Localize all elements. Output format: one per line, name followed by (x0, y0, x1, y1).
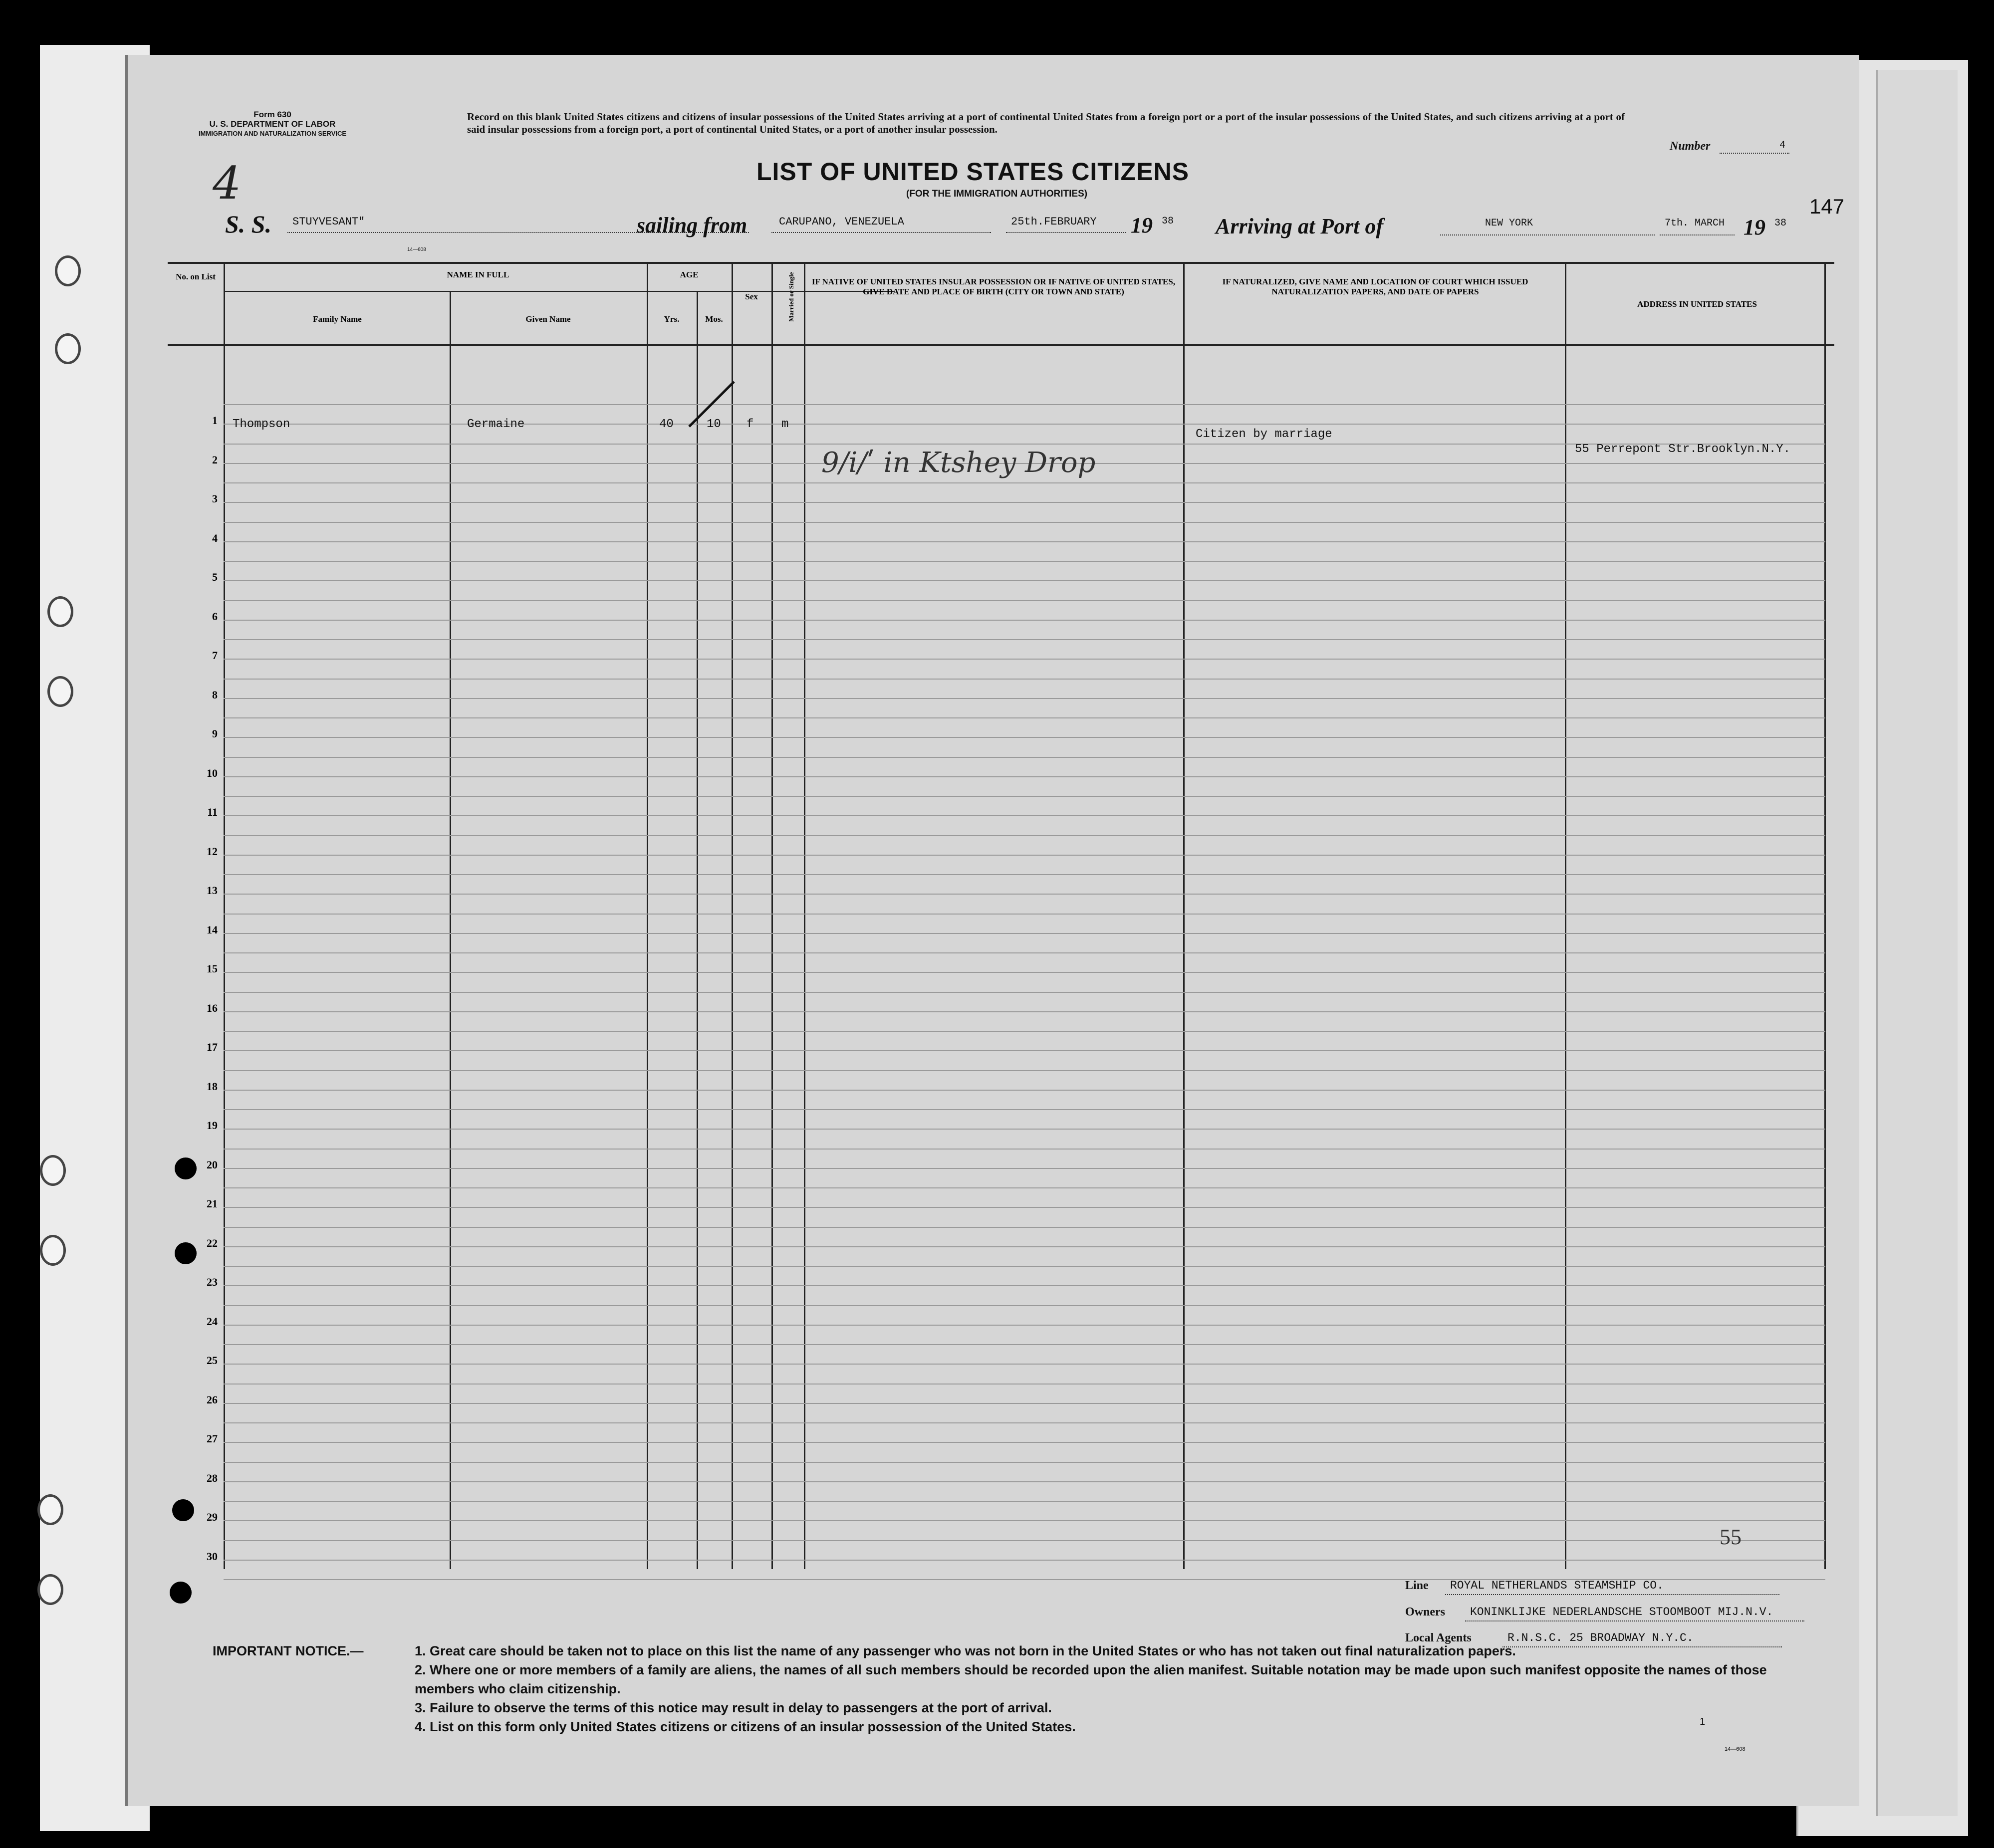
row-number: 22 (207, 1236, 218, 1249)
row-number: 3 (212, 492, 218, 505)
number-underline (1720, 153, 1789, 154)
row-rule (224, 1540, 1825, 1541)
punch-hole (47, 596, 73, 627)
sheet-count: 55 (1720, 1525, 1742, 1549)
row-rule (224, 580, 1825, 581)
number-value: 4 (1779, 140, 1786, 151)
row-rule (224, 952, 1825, 953)
row-number: 4 (212, 531, 218, 544)
row-number: 27 (207, 1432, 218, 1445)
family-name-cell: Thompson (233, 418, 290, 431)
line-label: Line (1405, 1579, 1429, 1592)
row-rule (224, 757, 1825, 758)
row-number: 7 (212, 649, 218, 662)
mos-cell: 10 (707, 418, 721, 431)
row-rule (224, 1384, 1825, 1385)
row-rule (224, 1364, 1825, 1365)
header-yrs: Yrs. (664, 314, 680, 324)
notice-item: 3. Failure to observe the terms of this notice may result in delay to passengers at the port of arrival. (415, 1700, 1052, 1715)
row-rule (224, 933, 1825, 934)
header-name-in-full: NAME IN FULL (447, 270, 509, 279)
row-rule (224, 522, 1825, 523)
row-rule (224, 796, 1825, 797)
row-rule (224, 1305, 1825, 1306)
row-rule (224, 1462, 1825, 1463)
row-rule (224, 1422, 1825, 1423)
row-rule (224, 1344, 1825, 1345)
row-rule (224, 874, 1825, 875)
line-value: ROYAL NETHERLANDS STEAMSHIP CO. (1450, 1579, 1664, 1592)
row-rule (224, 679, 1825, 680)
row-number: 29 (207, 1511, 218, 1523)
row-number: 26 (207, 1393, 218, 1406)
col-divider (1565, 262, 1566, 1569)
row-rule (224, 1090, 1825, 1091)
birth-handwritten-cell: 9/i/ʹ in Ktshey Drop (821, 447, 1096, 479)
row-rule (224, 620, 1825, 621)
row-rule (224, 992, 1825, 993)
row-rule (224, 1246, 1825, 1247)
punch-hole (40, 1235, 66, 1266)
row-rule (224, 424, 1825, 425)
row-rule (224, 815, 1825, 816)
header-naturalized: IF NATURALIZED, GIVE NAME AND LOCATION OF COURT WHICH ISSUED NATURALIZATION PAPERS, AND DATE OF PAPERS (1222, 277, 1528, 296)
row-rule (224, 1207, 1825, 1208)
form-number: Form 630 (253, 110, 291, 119)
row-rule (224, 1149, 1825, 1150)
row-number: 19 (207, 1119, 218, 1132)
form-id-block (193, 110, 352, 138)
row-rule (224, 1168, 1825, 1169)
binder-dot (172, 1499, 194, 1521)
row-number: 18 (207, 1080, 218, 1093)
underlying-page-edge (1876, 70, 1958, 1816)
row-number: 21 (207, 1197, 218, 1210)
notice-heading: IMPORTANT NOTICE.— (213, 1643, 364, 1658)
row-rule (224, 1266, 1825, 1267)
row-rule (224, 894, 1825, 895)
notice-list (415, 1641, 1802, 1736)
printer-note: 14—608 (407, 247, 426, 252)
row-number: 2 (212, 453, 218, 466)
header-address: ADDRESS IN UNITED STATES (1637, 299, 1757, 309)
row-number: 11 (207, 806, 218, 818)
row-number: 25 (207, 1354, 218, 1367)
header-age: AGE (680, 270, 699, 279)
row-rule (224, 972, 1825, 973)
row-rule (224, 737, 1825, 738)
row-number: 28 (207, 1471, 218, 1484)
row-number: 1 (212, 414, 218, 427)
row-rule (224, 1050, 1825, 1051)
row-number: 5 (212, 571, 218, 583)
handwritten-mark: 4 (213, 157, 242, 210)
row-rule (224, 717, 1825, 718)
yrs-cell: 40 (659, 418, 674, 431)
col-divider (1824, 262, 1826, 1569)
page-stamp: 147 (1809, 195, 1845, 218)
owners-underline (1465, 1620, 1804, 1621)
punch-hole (47, 676, 73, 707)
row-rule (224, 1481, 1825, 1482)
year-2: 38 (1774, 218, 1787, 229)
header-bottom-rule (168, 344, 1834, 346)
department: U. S. DEPARTMENT OF LABOR (209, 119, 336, 129)
row-rule (224, 914, 1825, 915)
page-subtitle: (FOR THE IMMIGRATION AUTHORITIES) (906, 189, 1088, 199)
row-rule (224, 855, 1825, 856)
col-divider (771, 262, 773, 1569)
year-prefix-1: 19 (1131, 213, 1153, 237)
arriving-date-underline (1660, 234, 1735, 235)
ship-name: STUYVESANT" (292, 216, 365, 228)
notice-item: 2. Where one or more members of a family are aliens, the names of all such members should be recorded upon the alien manifest. Suitable notation may be made upon such manifest opposite the names of those members who claim citizenship. (415, 1662, 1767, 1696)
row-number: 30 (207, 1550, 218, 1563)
agents-label: Local Agents (1405, 1631, 1472, 1644)
manifest-sheet (125, 55, 1859, 1806)
arriving-port: NEW YORK (1485, 218, 1533, 229)
col-divider (647, 262, 648, 1569)
binder-dot (175, 1242, 197, 1264)
punch-hole (37, 1574, 63, 1605)
col-divider (804, 262, 805, 1569)
punch-hole (55, 255, 81, 286)
row-number: 9 (212, 727, 218, 740)
row-rule (224, 659, 1825, 660)
binder-dot (170, 1582, 192, 1604)
line-underline (1445, 1594, 1779, 1595)
service: IMMIGRATION AND NATURALIZATION SERVICE (198, 130, 347, 137)
row-rule (224, 1325, 1825, 1326)
naturalization-cell: Citizen by marriage (1196, 428, 1332, 441)
row-number: 6 (212, 610, 218, 623)
col-divider (732, 262, 733, 1569)
row-rule (224, 600, 1825, 601)
row-rule (224, 1520, 1825, 1521)
row-rule (224, 482, 1825, 483)
row-number: 14 (207, 923, 218, 936)
notice-item: 4. List on this form only United States citizens or citizens of an insular possession of the United States. (415, 1719, 1076, 1734)
sailing-from-underline (771, 232, 991, 233)
header-given-name: Given Name (525, 314, 571, 324)
row-rule (224, 1011, 1825, 1012)
col-divider (224, 262, 225, 1569)
corner-code: 14—608 (1725, 1746, 1745, 1752)
row-number: 12 (207, 845, 218, 858)
col-divider (1183, 262, 1185, 1569)
owners-label: Owners (1405, 1606, 1445, 1618)
arriving-date: 7th. MARCH (1665, 218, 1725, 229)
header-sex: Sex (745, 292, 758, 301)
row-rule (224, 698, 1825, 699)
passenger-table (168, 262, 1834, 1569)
row-rule (224, 1187, 1825, 1188)
sailing-date: 25th.FEBRUARY (1011, 216, 1097, 228)
row-rule (224, 1227, 1825, 1228)
number-label: Number (1670, 140, 1711, 153)
row-rule (224, 639, 1825, 640)
binder-dot (175, 1157, 197, 1179)
row-rule (224, 541, 1825, 542)
header-mos: Mos. (705, 314, 723, 324)
row-rule (224, 561, 1825, 562)
year-prefix-2: 19 (1744, 215, 1765, 239)
row-rule (224, 1560, 1825, 1561)
given-name-cell: Germaine (467, 418, 525, 431)
punch-hole (37, 1494, 63, 1525)
row-number: 13 (207, 884, 218, 897)
header-native: IF NATIVE OF UNITED STATES INSULAR POSSESSION OR IF NATIVE OF UNITED STATES, GIVE DATE AND PLACE OF BIRTH (CITY OR TOWN AND STATE) (811, 277, 1176, 296)
punch-hole (40, 1155, 66, 1186)
row-number: 23 (207, 1276, 218, 1288)
year-1: 38 (1162, 216, 1174, 227)
notice-item: 1. Great care should be taken not to place on this list the name of any passenger who was not born in the United States or who has not taken out final naturalization papers. (415, 1643, 1516, 1658)
sailing-from-label: sailing from (637, 213, 748, 237)
arriving-port-underline (1440, 234, 1655, 235)
row-rule (224, 1501, 1825, 1502)
header-married-or-single: Married or Single (787, 272, 795, 322)
address-cell: 55 Perrepont Str.Brooklyn.N.Y. (1575, 443, 1791, 456)
row-number: 17 (207, 1041, 218, 1053)
header-family-name: Family Name (313, 314, 362, 324)
row-rule (224, 1403, 1825, 1404)
row-rule (224, 404, 1825, 405)
agents-value: R.N.S.C. 25 BROADWAY N.Y.C. (1507, 1631, 1694, 1644)
marital-cell: m (781, 418, 789, 431)
sailing-date-underline (1006, 232, 1126, 233)
corner-mark: 1 (1700, 1716, 1706, 1727)
row-number: 15 (207, 962, 218, 975)
checkmark-icon (687, 379, 737, 434)
sex-cell: f (747, 418, 754, 431)
arriving-label: Arriving at Port of (1216, 214, 1384, 238)
row-rule (224, 776, 1825, 777)
row-rule (224, 1070, 1825, 1071)
row-number: 20 (207, 1158, 218, 1171)
punch-hole (55, 333, 81, 364)
instructions: Record on this blank United States citizens and citizens of insular possessions of the United States arriving at a port of continental United States from a foreign port or a port of the insular possessions of the United States, and such citizens arriving at a port of said insular possessions from a foreign port, a port of continental United States, or a port of another insular possession. (467, 111, 1625, 135)
sailing-from: CARUPANO, VENEZUELA (779, 216, 904, 228)
row-rule (224, 1109, 1825, 1110)
row-number: 8 (212, 688, 218, 701)
page-title: LIST OF UNITED STATES CITIZENS (756, 158, 1190, 186)
header-no-on-list: No. on List (176, 272, 216, 281)
row-number: 10 (207, 766, 218, 779)
row-rule (224, 1129, 1825, 1130)
row-rule (224, 502, 1825, 503)
row-number: 16 (207, 1001, 218, 1014)
owners-value: KONINKLIJKE NEDERLANDSCHE STOOMBOOT MIJ.N.V. (1470, 1606, 1773, 1618)
row-rule (224, 835, 1825, 836)
row-rule (224, 1285, 1825, 1286)
ss-label: S. S. (225, 210, 272, 238)
row-rule (224, 1442, 1825, 1443)
table-top-rule (168, 262, 1834, 264)
row-number: 24 (207, 1315, 218, 1328)
row-rule (224, 1031, 1825, 1032)
